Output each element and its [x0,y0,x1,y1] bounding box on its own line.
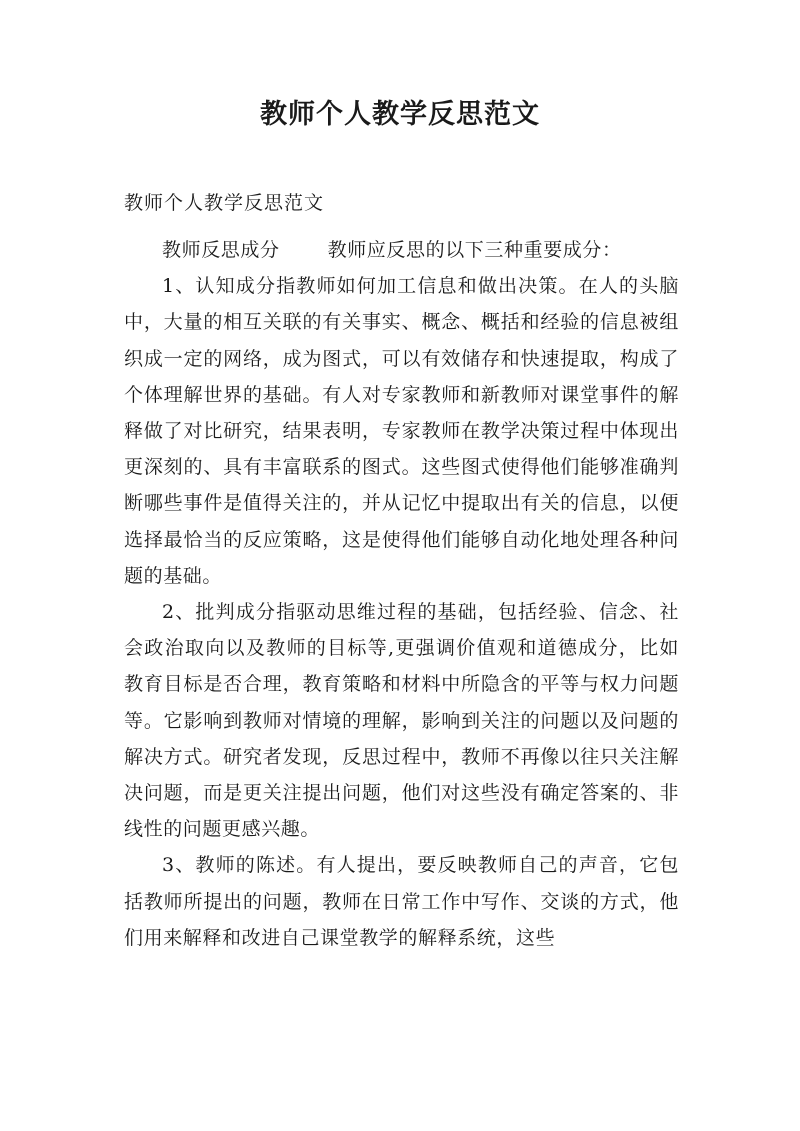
document-subtitle: 教师个人教学反思范文 [124,192,325,214]
document-title: 教师个人教学反思范文 [260,99,540,130]
intro-text: 教师应反思的以下三种重要成分： [327,239,622,261]
paragraph-2: 2、批判成分指驱动思维过程的基础，包括经验、信念、社会政治取向以及教师的目标等,更强调价值观和道德成分，比如教育目标是否合理，教育策略和材料中所隐含的平等与权力问题等。它影响到教师对情境的理解，影响到关注的问题以及问题的解决方式。研究者发现，反思过程中，教师不再像以往只关注解决问题，而是更关注提出问题，他们对这些没有确定答案的、非线性的问题更感兴趣。 [124,601,679,841]
intro-paragraph [124,232,679,268]
document-body [124,230,679,956]
paragraph-1: 1、认知成分指教师如何加工信息和做出决策。在人的头脑中，大量的相互关联的有关事实、概念、概括和经验的信息被组织成一定的网络，成为图式，可以有效储存和快速提取，构成了个体理解世界的基础。有人对专家教师和新教师对课堂事件的解释做了对比研究，结果表明，专家教师在教学决策过程中体现出更深刻的、具有丰富联系的图式。这些图式使得他们能够准确判断哪些事件是值得关注的，并从记忆中提取出有关的信息，以便选择最恰当的反应策略，这是使得他们能够自动化地处理各种问题的基础。 [124,275,679,587]
paragraph-3: 3、教师的陈述。有人提出，要反映教师自己的声音，它包括教师所提出的问题，教师在日常工作中写作、交谈的方式，他们用来解释和改进自己课堂教学的解释系统，这些 [124,854,679,949]
intro-label: 教师反思成分 [162,239,280,261]
